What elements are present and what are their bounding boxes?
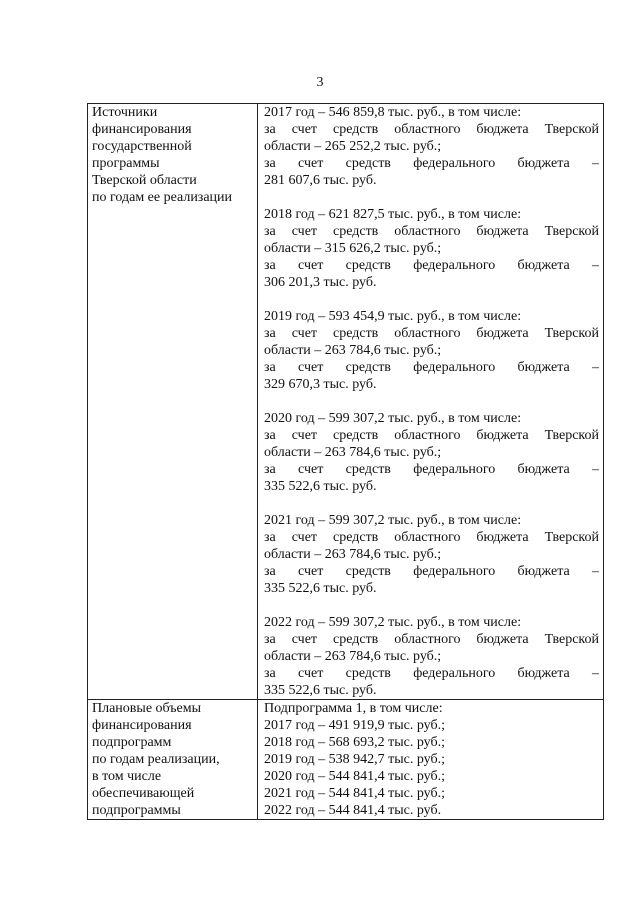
year-total: 2020 год – 599 307,2 тыс. руб., в том числе: [264,411,522,426]
label-line: Источники [92,105,158,120]
federal-budget-amount: 329 670,3 тыс. руб. [264,377,377,392]
year-block-2022 [264,614,599,699]
regional-budget-amount: области – 265 252,2 тыс. руб.; [264,139,442,154]
regional-budget-amount: области – 263 784,6 тыс. руб.; [264,649,442,664]
row-value-planned-volumes [258,700,603,819]
label-line: по годам реализации, [92,752,220,767]
federal-budget-amount: 335 522,6 тыс. руб. [264,479,377,494]
label-line: подпрограмм [92,735,172,750]
label-line: финансирования [92,718,192,733]
federal-budget-line: за счет средств федерального бюджета – [264,156,599,171]
regional-budget-amount: области – 263 784,6 тыс. руб.; [264,445,442,460]
row-label-planned-volumes [88,700,258,819]
regional-budget-line: за счет средств областного бюджета Тверской [264,530,599,545]
regional-budget-line: за счет средств областного бюджета Тверской [264,428,599,443]
federal-budget-line: за счет средств федерального бюджета – [264,462,599,477]
row-label-funding-sources [88,104,258,699]
subprogram-year-line: 2021 год – 544 841,4 тыс. руб.; [264,786,445,801]
label-line: финансирования [92,122,192,137]
year-block-2021 [264,512,599,597]
year-total: 2018 год – 621 827,5 тыс. руб., в том числе: [264,207,522,222]
federal-budget-amount: 335 522,6 тыс. руб. [264,581,377,596]
page-number: 3 [316,75,324,90]
label-line: Плановые объемы [92,701,202,716]
label-line: подпрограммы [92,803,181,818]
subprogram-year-line: 2022 год – 544 841,4 тыс. руб. [264,803,442,818]
federal-budget-line: за счет средств федерального бюджета – [264,666,599,681]
year-total: 2019 год – 593 454,9 тыс. руб., в том числе: [264,309,522,324]
label-line: Тверской области [92,173,197,188]
subprogram-year-line: 2019 год – 538 942,7 тыс. руб.; [264,752,445,767]
row-value-funding-sources [258,104,603,699]
label-line: по годам ее реализации [92,190,233,205]
label-line: государственной [92,139,192,154]
year-total: 2022 год – 599 307,2 тыс. руб., в том числе: [264,615,522,630]
regional-budget-line: за счет средств областного бюджета Тверской [264,224,599,239]
label-line: в том числе [92,769,162,784]
federal-budget-amount: 306 201,3 тыс. руб. [264,275,377,290]
federal-budget-line: за счет средств федерального бюджета – [264,360,599,375]
table-row-funding-sources [88,104,603,699]
federal-budget-amount: 281 607,6 тыс. руб. [264,173,377,188]
label-line: программы [92,156,160,171]
regional-budget-line: за счет средств областного бюджета Тверской [264,632,599,647]
federal-budget-amount: 335 522,6 тыс. руб. [264,683,377,698]
regional-budget-amount: области – 263 784,6 тыс. руб.; [264,343,442,358]
federal-budget-line: за счет средств федерального бюджета – [264,564,599,579]
table-row-planned-volumes [88,699,603,819]
year-block-2018 [264,206,599,291]
federal-budget-line: за счет средств федерального бюджета – [264,258,599,273]
regional-budget-amount: области – 263 784,6 тыс. руб.; [264,547,442,562]
regional-budget-amount: области – 315 626,2 тыс. руб.; [264,241,442,256]
year-block-2017 [264,104,599,189]
subprogram-year-line: 2017 год – 491 919,9 тыс. руб.; [264,718,445,733]
year-total: 2017 год – 546 859,8 тыс. руб., в том числе: [264,105,522,120]
year-total: 2021 год – 599 307,2 тыс. руб., в том числе: [264,513,522,528]
subprogram-year-line: 2020 год – 544 841,4 тыс. руб.; [264,769,445,784]
subprogram-year-line: 2018 год – 568 693,2 тыс. руб.; [264,735,445,750]
program-passport-table [87,103,604,820]
year-block-2019 [264,308,599,393]
regional-budget-line: за счет средств областного бюджета Тверской [264,122,599,137]
subprogram-heading: Подпрограмма 1, в том числе: [264,701,443,716]
regional-budget-line: за счет средств областного бюджета Тверской [264,326,599,341]
year-block-2020 [264,410,599,495]
label-line: обеспечивающей [92,786,195,801]
